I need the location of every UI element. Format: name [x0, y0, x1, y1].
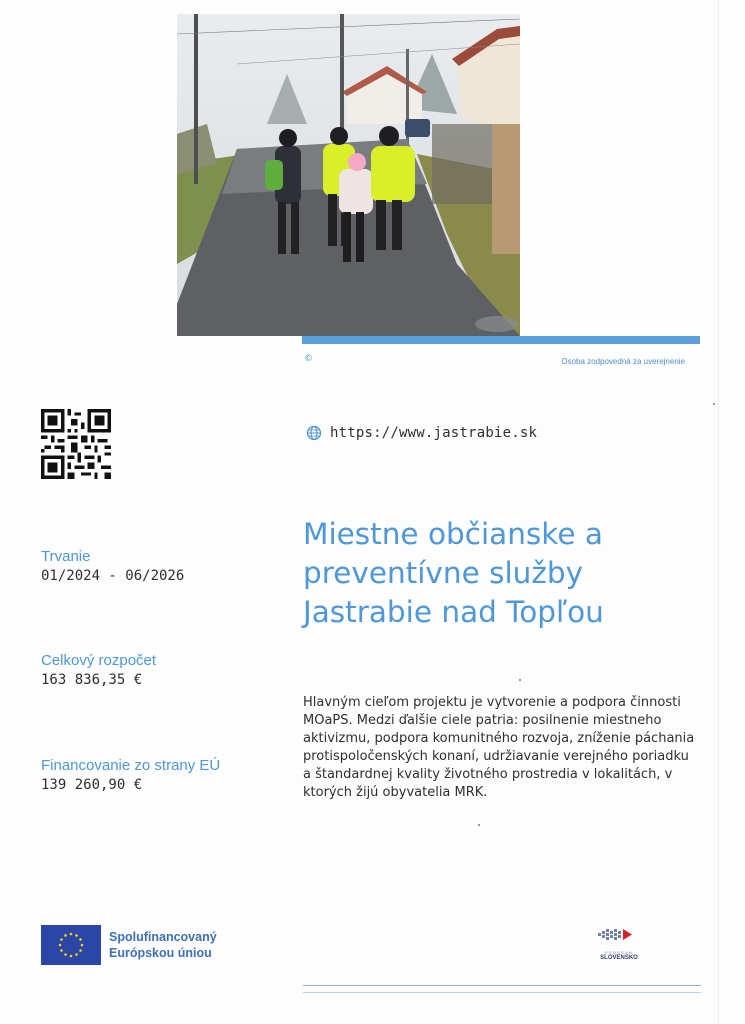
project-description: Hlavným cieľom projektu je vytvorenie a podpora činnosti MOaPS. Medzi ďalšie ciele patria: posilnenie miestneho aktivizmu, podpora komunitného rozvoja, zníženie páchania protispoločenských konaní, udržiavanie verejného poriadku a štandardnej kvality životného prostredia v lokalitách, v ktorých žijú obyvatelia MRK. — [303, 695, 695, 800]
eu-star — [70, 933, 73, 936]
program-logo-line2: SLOVENSKO — [600, 955, 638, 961]
budget-block — [41, 652, 156, 688]
eu-logo-line2: Európskou úniou — [109, 946, 212, 960]
eu-star — [64, 934, 67, 937]
eu-star — [75, 953, 78, 956]
eu-funding-block — [41, 757, 220, 793]
accent-bar — [302, 336, 700, 344]
program-slovensko-icon — [596, 925, 642, 945]
eu-star — [70, 955, 73, 958]
duration-label: Trvanie — [41, 548, 91, 565]
eu-star — [81, 944, 84, 947]
eu-logo-text — [109, 929, 217, 961]
eu-star — [60, 949, 63, 952]
budget-label: Celkový rozpočet — [41, 652, 157, 669]
speck — [519, 679, 521, 681]
duration-value: 01/2024 - 06/2026 — [41, 568, 185, 584]
page-edge — [718, 0, 719, 1024]
footer-divider-light — [303, 992, 701, 993]
project-title: Miestne občianske a preventívne služby Jastrabie nad Topľou — [303, 517, 604, 629]
eu-star — [64, 953, 67, 956]
copyright-symbol: © — [304, 354, 313, 364]
footer-divider — [303, 985, 701, 986]
eu-star — [75, 934, 78, 937]
project-photo — [177, 14, 520, 336]
program-logo-line1: PROGRAM — [605, 950, 633, 955]
responsible-person-label: Osoba zodpovedná za uverejnenie — [561, 357, 685, 366]
website-link[interactable] — [306, 425, 537, 441]
website-url[interactable]: https://www.jastrabie.sk — [330, 425, 538, 441]
eu-funding-value: 139 260,90 € — [41, 777, 143, 793]
eu-star — [79, 949, 82, 952]
qr-code[interactable] — [41, 409, 111, 479]
program-slovensko-logo — [596, 925, 642, 961]
eu-star — [79, 938, 82, 941]
budget-value: 163 836,35 € — [41, 672, 143, 688]
eu-flag-icon — [41, 925, 101, 965]
speck — [713, 403, 715, 405]
eu-cofinanced-logo — [41, 925, 217, 965]
eu-funding-label: Financovanie zo strany EÚ — [41, 757, 221, 774]
globe-icon — [306, 425, 322, 441]
eu-star — [59, 944, 62, 947]
duration-block — [41, 548, 184, 584]
eu-star — [60, 938, 63, 941]
speck — [478, 824, 480, 826]
eu-logo-line1: Spolufinancovaný — [109, 930, 217, 944]
